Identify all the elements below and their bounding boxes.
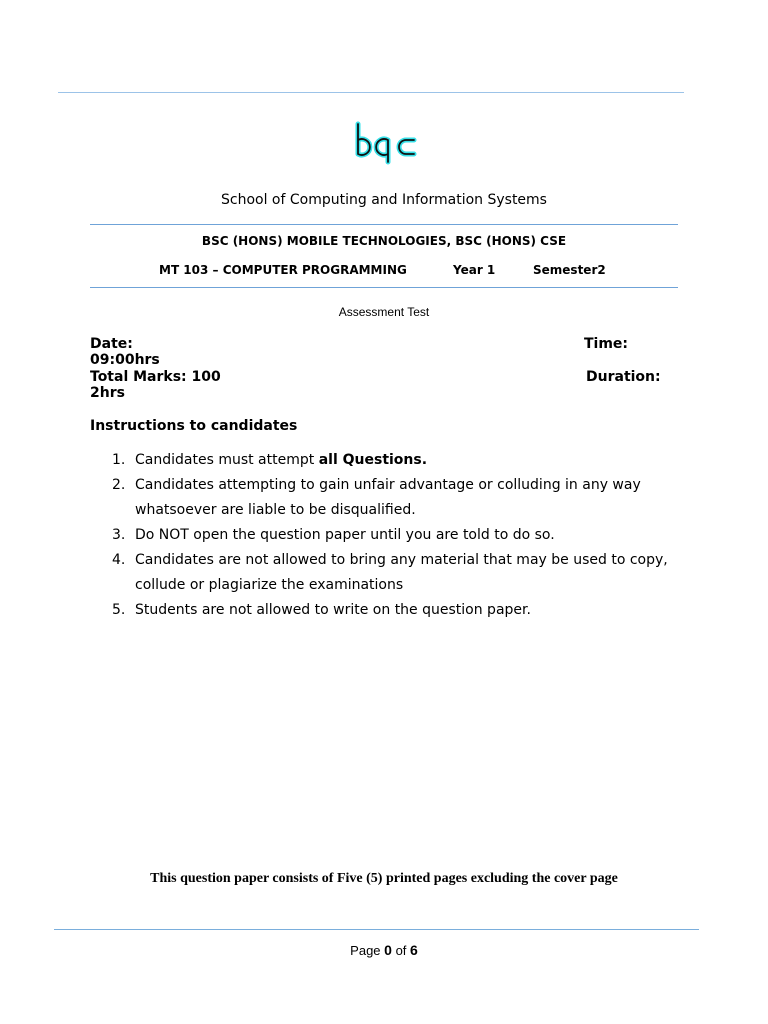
page-number: [0, 942, 768, 958]
header-rule-bottom: [90, 287, 678, 288]
course-code: MT 103 – COMPUTER PROGRAMMING: [159, 263, 407, 277]
instruction-item: [108, 523, 678, 548]
course-year: Year 1: [453, 263, 496, 277]
date-label: Date:: [90, 336, 133, 352]
course-semester: Semester2: [533, 263, 606, 277]
duration-label: Duration:: [586, 369, 661, 385]
instruction-number: 5.: [112, 602, 126, 618]
header-rule-top: [90, 224, 678, 225]
total-marks: Total Marks: 100: [90, 369, 221, 385]
duration-value: 2hrs: [90, 385, 125, 401]
programme-title: BSC (HONS) MOBILE TECHNOLOGIES, BSC (HONS) CSE: [201, 234, 567, 248]
instruction-text: Candidates must attempt: [135, 452, 319, 468]
instruction-item: [108, 473, 678, 523]
time-label: Time:: [584, 336, 629, 352]
instructions-list: [108, 448, 678, 623]
footer-rule: [54, 929, 699, 930]
instruction-text: Candidates attempting to gain unfair advantage or colluding in any way whatsoever are liable to be disqualified.: [135, 477, 641, 518]
page-prefix: Page: [350, 943, 385, 958]
page-total: 6: [410, 942, 418, 958]
bqc-logo: [350, 118, 420, 166]
page-of: of: [391, 943, 411, 958]
page-count-note: This question paper consists of Five (5) printed pages excluding the cover page: [150, 871, 618, 886]
instruction-number: 3.: [112, 527, 126, 543]
instruction-item: [108, 548, 678, 598]
school-name: School of Computing and Information Systems: [221, 192, 547, 208]
logo-glow-strokes: [358, 124, 414, 162]
time-value: 09:00hrs: [90, 352, 160, 368]
instruction-text: Candidates are not allowed to bring any material that may be used to copy, collude or plagiarize the examinations: [135, 552, 668, 593]
instruction-text: Do NOT open the question paper until you are told to do so.: [135, 527, 555, 543]
page-current: 0: [384, 942, 392, 958]
instruction-number: 1.: [112, 452, 126, 468]
instruction-item: [108, 598, 678, 623]
instruction-number: 2.: [112, 477, 126, 493]
instruction-text: Students are not allowed to write on the question paper.: [135, 602, 531, 618]
instruction-item: [108, 448, 678, 473]
instruction-number: 4.: [112, 552, 126, 568]
assessment-type: Assessment Test: [338, 305, 430, 319]
top-rule: [58, 92, 684, 93]
instructions-heading: Instructions to candidates: [90, 418, 298, 434]
instruction-emphasis: all Questions.: [318, 452, 428, 468]
